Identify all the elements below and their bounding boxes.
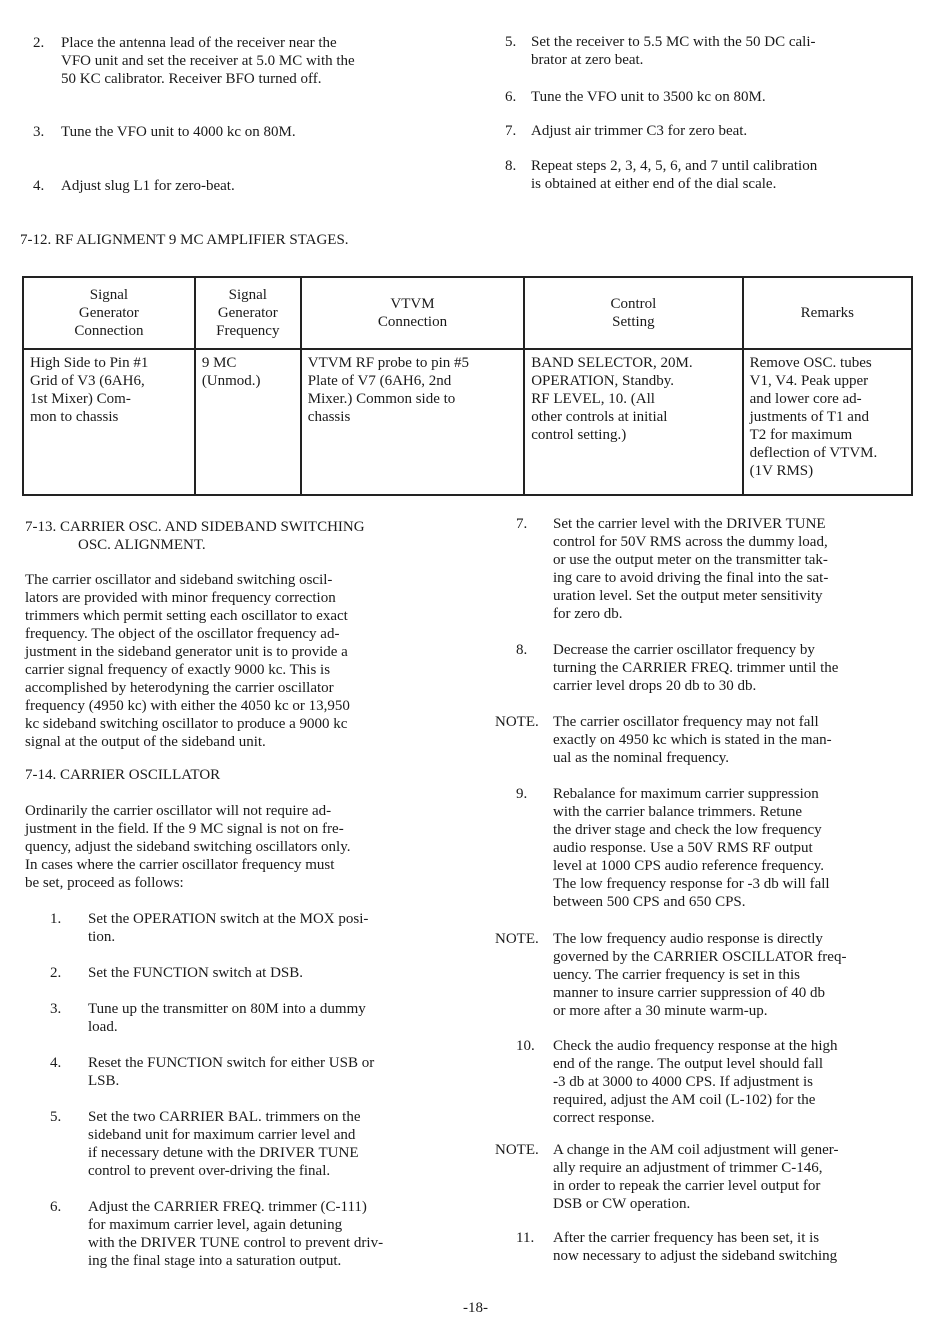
- list-item: [88, 910, 368, 946]
- text-line: Set the FUNCTION switch at DSB.: [88, 965, 303, 981]
- item-number: 8.: [505, 158, 517, 174]
- table-cell: [524, 349, 742, 495]
- text-line: uration level. Set the output meter sensitivity: [553, 588, 823, 604]
- text-line: Generator: [78, 305, 139, 321]
- item-number: 9.: [516, 786, 528, 802]
- column-header: [524, 277, 742, 349]
- text-line: 9 MC: [201, 355, 237, 371]
- text-line: VFO unit and set the receiver at 5.0 MC with the: [61, 53, 355, 69]
- text-line: carrier level drops 20 db to 30 db.: [553, 678, 757, 694]
- table-cell: [23, 349, 195, 495]
- text-line: Adjust the CARRIER FREQ. trimmer (C-111): [88, 1199, 367, 1215]
- text-line: is obtained at either end of the dial scale.: [531, 176, 777, 192]
- table-header-row: [23, 277, 912, 349]
- text-line: T2 for maximum: [749, 427, 853, 443]
- text-line: VTVM RF probe to pin #5: [307, 355, 470, 371]
- text-line: frequency. The object of the oscillator frequency ad-: [25, 626, 340, 642]
- item-number: 6.: [50, 1199, 62, 1215]
- item-number: 5.: [50, 1109, 62, 1125]
- text-line: be set, proceed as follows:: [25, 875, 184, 891]
- text-line: audio response. Use a 50V RMS RF output: [553, 840, 813, 856]
- text-line: Grid of V3 (6AH6,: [30, 373, 145, 389]
- list-item: [553, 515, 828, 623]
- text-line: BAND SELECTOR, 20M.: [531, 355, 693, 371]
- text-line: Control: [610, 296, 657, 312]
- text-line: justment in the sideband generator unit is to provide a: [25, 644, 348, 660]
- list-item: [553, 713, 832, 767]
- text-line: V1, V4. Peak upper: [749, 373, 869, 389]
- text-line: Set the receiver to 5.5 MC with the 50 DC cali-: [531, 34, 816, 50]
- text-line: Connection: [74, 323, 144, 339]
- text-line: Connection: [377, 314, 448, 330]
- alignment-table: [22, 276, 913, 496]
- text-line: Rebalance for maximum carrier suppression: [553, 786, 819, 802]
- text-line: Decrease the carrier oscillator frequency by: [553, 642, 815, 658]
- item-number: 3.: [33, 124, 45, 140]
- text-line: if necessary detune with the DRIVER TUNE: [88, 1145, 359, 1161]
- item-number: 4.: [50, 1055, 62, 1071]
- column-header: [195, 277, 301, 349]
- text-line: Signal: [228, 287, 267, 303]
- text-line: brator at zero beat.: [531, 52, 644, 68]
- page-number: -18-: [463, 1300, 488, 1316]
- text-line: Plate of V7 (6AH6, 2nd: [307, 373, 452, 389]
- item-number: NOTE.: [495, 714, 539, 730]
- text-line: VTVM: [390, 296, 435, 312]
- list-item: [531, 122, 747, 140]
- text-line: In cases where the carrier oscillator frequency must: [25, 857, 335, 873]
- text-line: mon to chassis: [30, 409, 119, 425]
- text-line: in order to repeak the carrier level output for: [553, 1178, 821, 1194]
- paragraph-7-14: [25, 802, 351, 892]
- list-item: [531, 157, 817, 193]
- text-line: Tune the VFO unit to 4000 kc on 80M.: [61, 124, 296, 140]
- text-line: other controls at initial: [531, 409, 668, 425]
- column-header: [301, 277, 524, 349]
- text-line: between 500 CPS and 650 CPS.: [553, 894, 746, 910]
- text-line: ally require an adjustment of trimmer C-146,: [553, 1160, 823, 1176]
- list-item: [553, 641, 838, 695]
- list-item: [61, 177, 235, 195]
- text-line: tion.: [88, 929, 116, 945]
- text-line: -3 db at 3000 to 4000 CPS. If adjustment is: [553, 1074, 813, 1090]
- list-item: [88, 1000, 366, 1036]
- text-line: correct response.: [553, 1110, 655, 1126]
- text-line: and lower core ad-: [749, 391, 862, 407]
- text-line: LSB.: [88, 1073, 120, 1089]
- text-line: Adjust slug L1 for zero-beat.: [61, 178, 235, 194]
- list-item: [88, 964, 303, 982]
- text-line: After the carrier frequency has been set, it is: [553, 1230, 820, 1246]
- text-line: (Unmod.): [201, 373, 261, 389]
- item-number: 2.: [33, 35, 45, 51]
- item-number: 6.: [505, 89, 517, 105]
- text-line: with the carrier balance trimmers. Retune: [553, 804, 803, 820]
- table-cell: [195, 349, 301, 495]
- text-line: RF LEVEL, 10. (All: [531, 391, 655, 407]
- text-line: Signal: [89, 287, 129, 303]
- text-line: OPERATION, Standby.: [531, 373, 674, 389]
- list-item: [88, 1198, 383, 1270]
- text-line: or more after a 30 minute warm-up.: [553, 1003, 768, 1019]
- item-number: NOTE.: [495, 931, 539, 947]
- text-line: The low frequency response for -3 db will fall: [553, 876, 830, 892]
- text-line: Remarks: [800, 305, 854, 321]
- heading-7-14: 7-14. CARRIER OSCILLATOR: [25, 767, 221, 783]
- heading-7-12: 7-12. RF ALIGNMENT 9 MC AMPLIFIER STAGES.: [20, 232, 349, 248]
- text-line: or use the output meter on the transmitter tak-: [553, 552, 828, 568]
- table-row: [23, 349, 912, 495]
- list-item: [531, 88, 766, 106]
- text-line: The carrier oscillator frequency may not fall: [553, 714, 819, 730]
- item-number: 5.: [505, 34, 517, 50]
- list-item: [553, 785, 830, 911]
- text-line: (1V RMS): [749, 463, 814, 479]
- text-line: deflection of VTVM.: [749, 445, 878, 461]
- text-line: 1st Mixer) Com-: [30, 391, 131, 407]
- text-line: Setting: [612, 314, 655, 330]
- text-line: The carrier oscillator and sideband switching oscil-: [25, 572, 333, 588]
- text-line: Reset the FUNCTION switch for either USB or: [88, 1055, 375, 1071]
- text-line: the driver stage and check the low frequency: [553, 822, 822, 838]
- item-number: 3.: [50, 1001, 62, 1017]
- text-line: exactly on 4950 kc which is stated in the man-: [553, 732, 832, 748]
- text-line: trimmers which permit setting each oscillator to exact: [25, 608, 348, 624]
- list-item: [88, 1054, 374, 1090]
- text-line: High Side to Pin #1: [30, 355, 149, 371]
- text-line: for zero db.: [553, 606, 623, 622]
- text-line: ual as the nominal frequency.: [553, 750, 730, 766]
- item-number: NOTE.: [495, 1142, 539, 1158]
- text-line: Adjust air trimmer C3 for zero beat.: [531, 123, 748, 139]
- list-item: [61, 34, 355, 88]
- text-line: 7-13. CARRIER OSC. AND SIDEBAND SWITCHING: [25, 519, 365, 535]
- text-line: Frequency: [216, 323, 280, 339]
- text-line: with the DRIVER TUNE control to prevent driv-: [88, 1235, 384, 1251]
- heading-7-13: [25, 518, 365, 554]
- text-line: Set the carrier level with the DRIVER TUNE: [553, 516, 826, 532]
- text-line: Set the two CARRIER BAL. trimmers on the: [88, 1109, 361, 1125]
- text-line: uency. The carrier frequency is set in this: [553, 967, 800, 983]
- column-header: [23, 277, 195, 349]
- text-line: accomplished by heterodyning the carrier oscillator: [25, 680, 334, 696]
- text-line: Generator: [217, 305, 278, 321]
- text-line: Place the antenna lead of the receiver near the: [61, 35, 337, 51]
- text-line: A change in the AM coil adjustment will gener-: [553, 1142, 839, 1158]
- list-item: [88, 1108, 360, 1180]
- text-line: control for 50V RMS across the dummy load,: [553, 534, 828, 550]
- text-line: justments of T1 and: [749, 409, 869, 425]
- text-line: load.: [88, 1019, 118, 1035]
- text-line: kc sideband switching oscillator to produce a 9000 kc: [25, 716, 348, 732]
- item-number: 7.: [505, 123, 517, 139]
- text-line: Ordinarily the carrier oscillator will not require ad-: [25, 803, 332, 819]
- item-number: 10.: [516, 1038, 535, 1054]
- text-line: Mixer.) Common side to: [307, 391, 456, 407]
- list-item: [531, 33, 816, 69]
- list-item: [61, 123, 296, 141]
- text-line: Set the OPERATION switch at the MOX posi-: [88, 911, 369, 927]
- text-line: Repeat steps 2, 3, 4, 5, 6, and 7 until calibration: [531, 158, 818, 174]
- table-cell: [743, 349, 912, 495]
- text-line: justment in the field. If the 9 MC signal is not on fre-: [25, 821, 344, 837]
- column-header: [743, 277, 912, 349]
- text-line: ing the final stage into a saturation output.: [88, 1253, 342, 1269]
- text-line: OSC. ALIGNMENT.: [78, 537, 206, 553]
- item-number: 4.: [33, 178, 45, 194]
- text-line: quency, adjust the sideband switching oscillators only.: [25, 839, 351, 855]
- text-line: control to prevent over-driving the final.: [88, 1163, 331, 1179]
- text-line: chassis: [307, 409, 351, 425]
- item-number: 2.: [50, 965, 62, 981]
- text-line: The low frequency audio response is directly: [553, 931, 823, 947]
- item-number: 11.: [516, 1230, 535, 1246]
- text-line: turning the CARRIER FREQ. trimmer until the: [553, 660, 839, 676]
- text-line: 50 KC calibrator. Receiver BFO turned off.: [61, 71, 322, 87]
- text-line: level at 1000 CPS audio reference frequency.: [553, 858, 825, 874]
- text-line: end of the range. The output level should fall: [553, 1056, 824, 1072]
- text-line: sideband unit for maximum carrier level and: [88, 1127, 356, 1143]
- list-item: [553, 1141, 838, 1213]
- text-line: frequency (4950 kc) with either the 4050 kc or 13,950: [25, 698, 350, 714]
- text-line: manner to insure carrier suppression of 40 db: [553, 985, 826, 1001]
- item-number: 8.: [516, 642, 528, 658]
- text-line: Tune the VFO unit to 3500 kc on 80M.: [531, 89, 766, 105]
- list-item: [553, 1037, 838, 1127]
- text-line: Remove OSC. tubes: [749, 355, 872, 371]
- text-line: now necessary to adjust the sideband switching: [553, 1248, 838, 1264]
- text-line: DSB or CW operation.: [553, 1196, 691, 1212]
- text-line: signal at the output of the sideband unit.: [25, 734, 266, 750]
- paragraph-7-13: [25, 571, 350, 751]
- text-line: ing care to avoid driving the final into the sat-: [553, 570, 829, 586]
- text-line: required, adjust the AM coil (L-102) for the: [553, 1092, 816, 1108]
- text-line: Check the audio frequency response at the high: [553, 1038, 838, 1054]
- text-line: for maximum carrier level, again detuning: [88, 1217, 343, 1233]
- text-line: lators are provided with minor frequency correction: [25, 590, 336, 606]
- item-number: 1.: [50, 911, 62, 927]
- text-line: Tune up the transmitter on 80M into a dummy: [88, 1001, 366, 1017]
- text-line: carrier signal frequency of exactly 9000 kc. This is: [25, 662, 331, 678]
- text-line: control setting.): [531, 427, 627, 443]
- item-number: 7.: [516, 516, 528, 532]
- list-item: [553, 1229, 837, 1265]
- list-item: [553, 930, 846, 1020]
- table-cell: [301, 349, 524, 495]
- text-line: governed by the CARRIER OSCILLATOR freq-: [553, 949, 847, 965]
